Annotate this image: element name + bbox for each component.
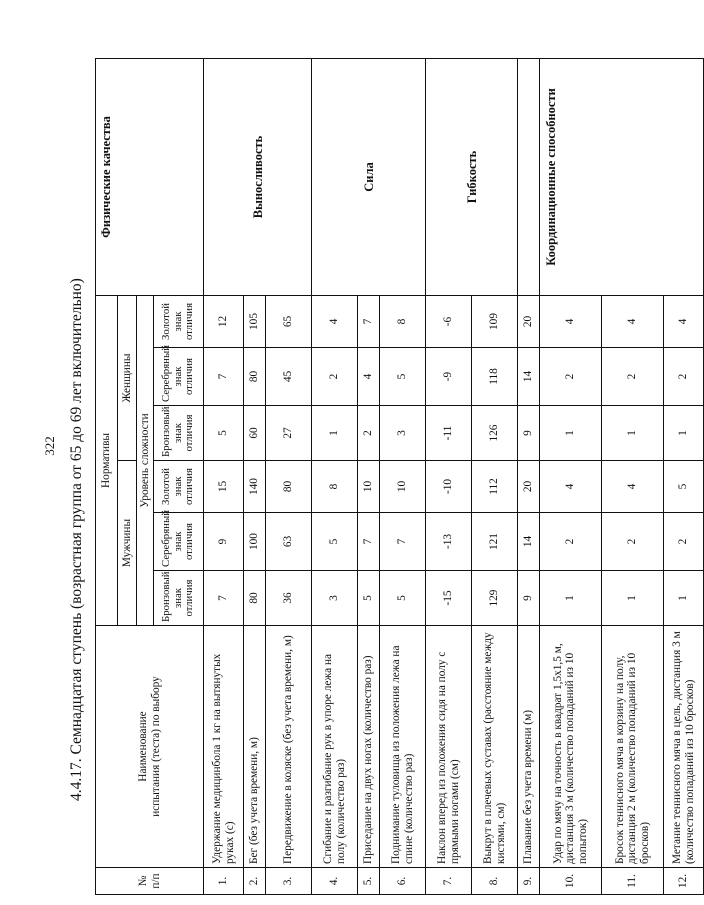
- men-gold-value: -10: [426, 461, 472, 513]
- header-men: Мужчины: [118, 461, 137, 626]
- women-gold-value: -6: [426, 295, 472, 347]
- quality-coordination: Координационные способности: [540, 58, 704, 295]
- row-number: 10.: [540, 868, 602, 895]
- women-silver-value: 5: [380, 348, 426, 406]
- row-test-name: Приседание на двух ногах (количество раз): [358, 626, 380, 868]
- header-women-silver: Серебряный знак отличия: [154, 348, 204, 406]
- row-number: 5.: [358, 868, 380, 895]
- men-gold-value: 4: [540, 461, 602, 513]
- header-row-1: [96, 58, 118, 894]
- header-num-cell: [96, 868, 204, 895]
- women-bronze-value: 27: [266, 406, 312, 461]
- row-number: 2.: [244, 868, 266, 895]
- women-bronze-value: -11: [426, 406, 472, 461]
- women-gold-value: 4: [540, 295, 602, 347]
- women-bronze-value: 5: [204, 406, 244, 461]
- men-silver-value: 63: [266, 513, 312, 571]
- women-silver-value: 2: [664, 348, 704, 406]
- women-gold-value: 8: [380, 295, 426, 347]
- section-title: 4.4.17. Семнадцатая ступень (возрастная группа от 65 до 69 лет включительно): [68, 278, 85, 801]
- row-test-name: Плавание без учета времени (м): [518, 626, 540, 868]
- table-row: [540, 58, 602, 894]
- men-silver-value: 2: [602, 513, 664, 571]
- men-gold-value: 10: [380, 461, 426, 513]
- women-gold-value: 109: [472, 295, 518, 347]
- men-bronze-value: 1: [540, 571, 602, 626]
- header-name-line2: испытания (теста) по выбору: [149, 676, 162, 817]
- women-bronze-value: 1: [312, 406, 358, 461]
- header-difficulty: Уровень сложности: [137, 295, 154, 625]
- header-men-bronze: Бронзовый знак отличия: [154, 571, 204, 626]
- women-bronze-value: 1: [540, 406, 602, 461]
- standards-table: [95, 58, 704, 895]
- header-name-cell: [96, 626, 204, 868]
- men-bronze-value: -15: [426, 571, 472, 626]
- men-gold-value: 140: [244, 461, 266, 513]
- men-gold-value: 20: [518, 461, 540, 513]
- row-test-name: Передвижение в коляске (без учета времени, м): [266, 626, 312, 868]
- women-bronze-value: 3: [380, 406, 426, 461]
- row-test-name: Сгибание и разгибание рук в упоре лежа на полу (количество раз): [312, 626, 358, 868]
- row-number: 1.: [204, 868, 244, 895]
- women-silver-value: 45: [266, 348, 312, 406]
- women-silver-value: 2: [540, 348, 602, 406]
- women-gold-value: 20: [518, 295, 540, 347]
- men-silver-value: 7: [380, 513, 426, 571]
- row-number: 3.: [266, 868, 312, 895]
- women-gold-value: 4: [312, 295, 358, 347]
- men-silver-value: 100: [244, 513, 266, 571]
- page-number: 322: [42, 436, 57, 456]
- women-gold-value: 7: [358, 295, 380, 347]
- men-bronze-value: 5: [380, 571, 426, 626]
- header-qualities: Физические качества: [96, 58, 204, 295]
- men-gold-value: 112: [472, 461, 518, 513]
- header-men-silver: Серебряный знак отличия: [154, 513, 204, 571]
- row-test-name: Бег (без учета времени, м): [244, 626, 266, 868]
- women-silver-value: -9: [426, 348, 472, 406]
- women-gold-value: 4: [664, 295, 704, 347]
- table-row: [518, 58, 540, 894]
- women-bronze-value: 1: [664, 406, 704, 461]
- men-bronze-value: 9: [518, 571, 540, 626]
- row-number: 9.: [518, 868, 540, 895]
- women-silver-value: 2: [312, 348, 358, 406]
- men-silver-value: 9: [204, 513, 244, 571]
- header-women-bronze: Бронзовый знак отличия: [154, 406, 204, 461]
- men-bronze-value: 7: [204, 571, 244, 626]
- men-gold-value: 15: [204, 461, 244, 513]
- men-gold-value: 80: [266, 461, 312, 513]
- women-silver-value: 7: [204, 348, 244, 406]
- men-bronze-value: 3: [312, 571, 358, 626]
- men-gold-value: 8: [312, 461, 358, 513]
- row-number: 4.: [312, 868, 358, 895]
- women-silver-value: 2: [602, 348, 664, 406]
- men-bronze-value: 36: [266, 571, 312, 626]
- women-gold-value: 105: [244, 295, 266, 347]
- men-gold-value: 4: [602, 461, 664, 513]
- header-name-line1: Наименование: [136, 711, 149, 782]
- quality-flexibility: Гибкость: [426, 58, 518, 295]
- row-test-name: Удар по мячу на точность в квадрат 1,5х1,5 м, дистанция 3 м (количество попаданий из 10 попыток): [540, 626, 602, 868]
- quality-empty-cell: [518, 58, 540, 295]
- table-row: [204, 58, 244, 894]
- row-number: 12.: [664, 868, 704, 895]
- women-gold-value: 12: [204, 295, 244, 347]
- men-bronze-value: 1: [602, 571, 664, 626]
- row-test-name: Метание теннисного мяча в цель, дистанция 3 м (количество попаданий из 10 бросков): [664, 626, 704, 868]
- men-silver-value: 2: [540, 513, 602, 571]
- women-silver-value: 14: [518, 348, 540, 406]
- women-bronze-value: 2: [358, 406, 380, 461]
- men-gold-value: 5: [664, 461, 704, 513]
- row-test-name: Бросок теннисного мяча в корзину на полу, дистанция 2 м (количество попаданий из 10 бросков): [602, 626, 664, 868]
- row-number: 11.: [602, 868, 664, 895]
- row-test-name: Наклон вперед из положения сидя на полу с прямыми ногами (см): [426, 626, 472, 868]
- men-silver-value: 2: [664, 513, 704, 571]
- men-silver-value: 5: [312, 513, 358, 571]
- women-silver-value: 4: [358, 348, 380, 406]
- row-test-name: Удержание медицинбола 1 кг на вытянутых руках (с): [204, 626, 244, 868]
- header-women-gold: Золотой знак отличия: [154, 295, 204, 347]
- men-bronze-value: 80: [244, 571, 266, 626]
- header-num-abbr: п/п: [149, 873, 162, 889]
- header-num-symbol: №: [136, 875, 149, 887]
- men-silver-value: -13: [426, 513, 472, 571]
- women-silver-value: 118: [472, 348, 518, 406]
- quality-endurance: Выносливость: [204, 58, 312, 295]
- row-number: 7.: [426, 868, 472, 895]
- women-bronze-value: 126: [472, 406, 518, 461]
- row-number: 8.: [472, 868, 518, 895]
- header-norms: Нормативы: [96, 295, 118, 625]
- women-bronze-value: 60: [244, 406, 266, 461]
- row-number: 6.: [380, 868, 426, 895]
- men-silver-value: 7: [358, 513, 380, 571]
- table-row: [426, 58, 472, 894]
- women-bronze-value: 9: [518, 406, 540, 461]
- women-bronze-value: 1: [602, 406, 664, 461]
- men-gold-value: 10: [358, 461, 380, 513]
- men-bronze-value: 5: [358, 571, 380, 626]
- table-row: [312, 58, 358, 894]
- men-silver-value: 14: [518, 513, 540, 571]
- men-bronze-value: 129: [472, 571, 518, 626]
- row-test-name: Поднимание туловища из положения лежа на спине (количество раз): [380, 626, 426, 868]
- men-bronze-value: 1: [664, 571, 704, 626]
- header-women: Женщины: [118, 295, 137, 460]
- women-silver-value: 80: [244, 348, 266, 406]
- row-test-name: Выкрут в плечевых суставах (расстояние между кистями, см): [472, 626, 518, 868]
- header-men-gold: Золотой знак отличия: [154, 461, 204, 513]
- quality-strength: Сила: [312, 58, 426, 295]
- men-silver-value: 121: [472, 513, 518, 571]
- women-gold-value: 4: [602, 295, 664, 347]
- women-gold-value: 65: [266, 295, 312, 347]
